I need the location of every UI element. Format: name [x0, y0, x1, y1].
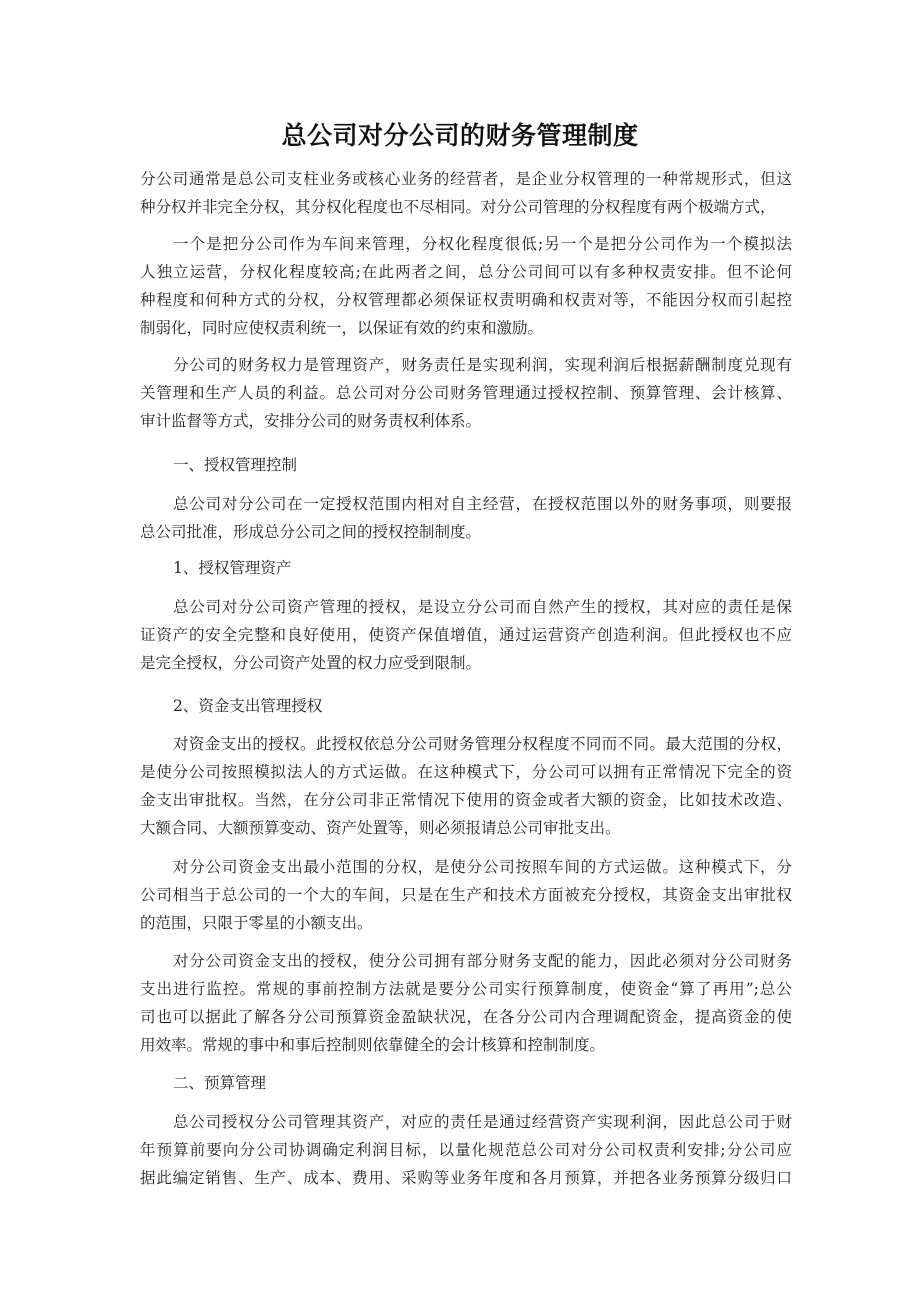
paragraph: [140, 853, 792, 937]
text-line: 支出进行监控。常规的事前控制方法就是要分公司实行预算制度，使资金“算了再用”;总公: [140, 980, 792, 998]
text-line: 大额合同、大额预算变动、资产处置等，则必须报请总公司审批支出。: [140, 819, 621, 837]
text-line: 关管理和生产人员的利益。总公司对分公司财务管理通过授权控制、预算管理、会计核算、: [140, 384, 792, 402]
section-heading: [140, 451, 792, 479]
paragraph: [140, 230, 792, 342]
paragraph: [140, 593, 792, 677]
text-line: 年预算前要向分公司协调确定利润目标，以量化规范总公司对分公司权责利安排;分公司应: [140, 1141, 792, 1159]
text-line: 司也可以据此了解各分公司预算资金盈缺状况，在各分公司内合理调配资金，提高资金的使: [140, 1008, 792, 1026]
text-line: 证资产的安全完整和良好使用，使资产保值增值，通过运营资产创造利润。但此授权也不应: [140, 626, 792, 644]
text-line: 总公司授权分公司管理其资产，对应的责任是通过经营资产实现利润，因此总公司于财: [173, 1113, 792, 1131]
text-line: 是完全授权，分公司资产处置的权力应受到限制。: [140, 654, 482, 672]
text-line: 据此编定销售、生产、成本、费用、采购等业务年度和各月预算，并把各业务预算分级归口: [140, 1169, 792, 1187]
text-line: 用效率。常规的事中和事后控制则依靠健全的会计核算和控制制度。: [140, 1036, 606, 1054]
text-line: 对分公司资金支出最小范围的分权，是使分公司按照车间的方式运做。这种模式下，分: [173, 858, 792, 876]
text-line: 分公司的财务权力是管理资产，财务责任是实现利润，实现利润后根据薪酬制度兑现有: [173, 356, 792, 374]
text-line: 总公司对分公司资产管理的授权，是设立分公司而自然产生的授权，其对应的责任是保: [173, 598, 792, 616]
paragraph: [140, 490, 792, 546]
text-line: 对资金支出的授权。此授权依总分公司财务管理分权程度不同而不同。最大范围的分权，: [173, 735, 792, 753]
text-line: 一个是把分公司作为车间来管理，分权化程度很低;另一个是把分公司作为一个模拟法: [173, 235, 792, 253]
text-line: 2、资金支出管理授权: [173, 697, 323, 715]
text-line: 公司相当于总公司的一个大的车间，只是在生产和技术方面被充分授权，其资金支出审批权: [140, 886, 792, 904]
paragraph: [140, 1108, 792, 1192]
paragraph: [140, 947, 792, 1059]
text-line: 总公司对分公司在一定授权范围内相对自主经营，在授权范围以外的财务事项，则要报: [173, 495, 792, 513]
text-line: 1、授权管理资产: [173, 559, 292, 577]
text-line: 审计监督等方式，安排分公司的财务责权利体系。: [140, 412, 482, 430]
text-line: 总公司批准，形成总分公司之间的授权控制制度。: [140, 523, 482, 541]
paragraph: [140, 730, 792, 842]
text-line: 分公司通常是总公司支柱业务或核心业务的经营者，是企业分权管理的一种常规形式，但这: [140, 170, 792, 188]
document-title: 总公司对分公司的财务管理制度: [281, 121, 639, 150]
section-heading: [140, 692, 792, 720]
text-line: 二、预算管理: [173, 1074, 267, 1092]
paragraph: [140, 165, 792, 221]
text-line: 人独立运营，分权化程度较高;在此两者之间，总分公司间可以有多种权责安排。但不论何: [140, 263, 792, 281]
text-line: 是使分公司按照模拟法人的方式运做。在这种模式下，分公司可以拥有正常情况下完全的资: [140, 763, 792, 781]
text-line: 种程度和何种方式的分权，分权管理都必须保证权责明确和权责对等，不能因分权而引起控: [140, 291, 792, 309]
text-line: 种分权并非完全分权，其分权化程度也不尽相同。对分公司管理的分权程度有两个极端方式，: [140, 198, 776, 216]
text-line: 的范围，只限于零星的小额支出。: [140, 914, 373, 932]
section-heading: [140, 1069, 792, 1097]
text-line: 对分公司资金支出的授权，使分公司拥有部分财务支配的能力，因此必须对分公司财务: [173, 952, 792, 970]
text-line: 一、授权管理控制: [173, 456, 298, 474]
text-line: 金支出审批权。当然，在分公司非正常情况下使用的资金或者大额的资金，比如技术改造、: [140, 791, 792, 809]
paragraph: [140, 351, 792, 435]
text-line: 制弱化，同时应使权责利统一，以保证有效的约束和激励。: [140, 319, 544, 337]
section-heading: [140, 554, 792, 582]
